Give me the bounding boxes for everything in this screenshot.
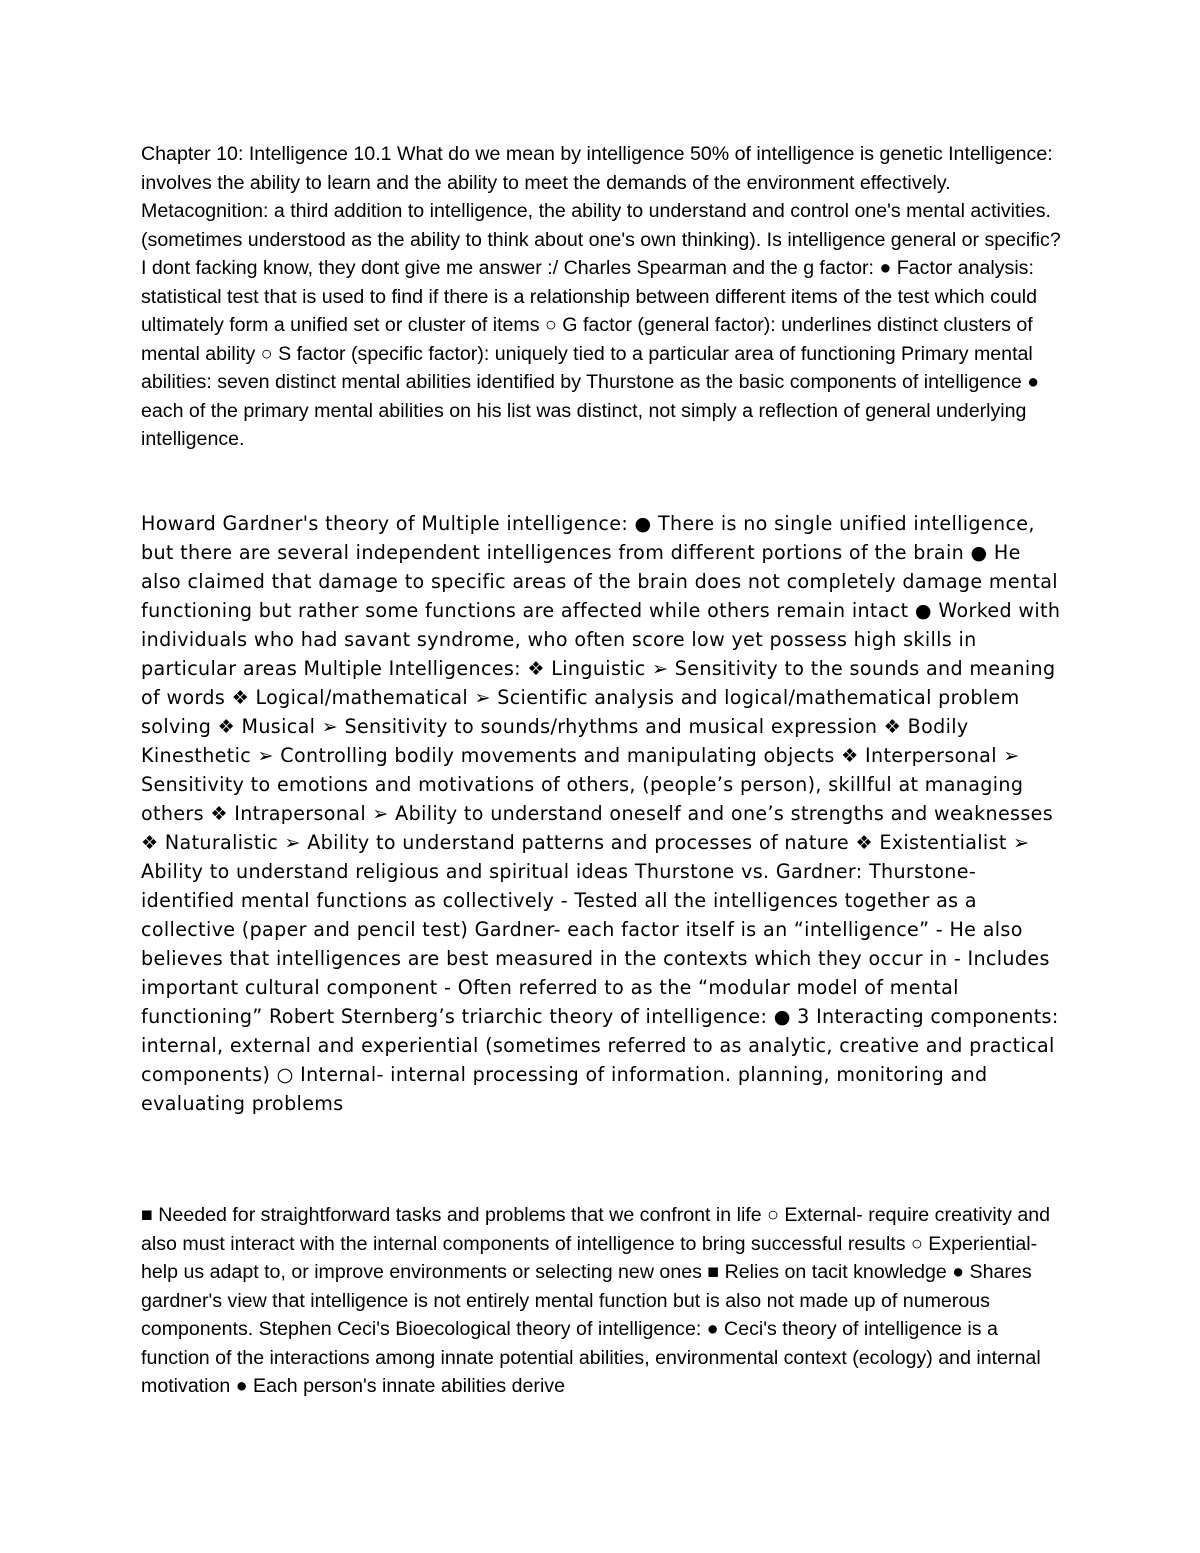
paragraph-ceci: ■ Needed for straightforward tasks and problems that we confront in life ○ External- require creativity and also must interact with the internal components of intelligence to bring successful results ○ Experiential- help us adapt to, or improve environments or selecting new ones ■ Relies on tacit knowledge ● Shares gardner's view that intelligence is not entirely mental function but is also not made up of numerous components. Stephen Ceci's Bioecological theory of intelligence: ● Ceci's theory of intelligence is a function of the interactions among innate potential abilities, environmental context (ecology) and internal motivation ● Each person's innate abilities derive: [141, 1204, 1051, 1397]
paragraph-gardner: Howard Gardner's theory of Multiple intelligence: ● There is no single unified intelligence, but there are several independent intelligences from different portions of the brain ● He also claimed that damage to specific areas of the brain does not completely damage mental functioning but rather some functions are affected while others remain intact ● Worked with individuals who had savant syndrome, who often score low yet possess high skills in particular areas Multiple Intelligences: ❖ Linguistic ➢ Sensitivity to the sounds and meaning of words ❖ Logical/mathematical ➢ Scientific analysis and logical/mathematical problem solving ❖ Musical ➢ Sensitivity to sounds/rhythms and musical expression ❖ Bodily Kinesthetic ➢ Controlling bodily movements and manipulating objects ❖ Interpersonal ➢ Sensitivity to emotions and motivations of others, (people’s person), skillful at managing others ❖ Intrapersonal ➢ Ability to understand oneself and one’s strengths and weaknesses ❖ Naturalistic ➢ Ability to understand patterns and processes of nature ❖ Existentialist ➢ Ability to understand religious and spiritual ideas Thurstone vs. Gardner: Thurstone- identified mental functions as collectively - Tested all the intelligences together as a collective (paper and pencil test) Gardner- each factor itself is an “intelligence” - He also believes that intelligences are best measured in the contexts which they occur in - Includes important cultural component - Often referred to as the “modular model of mental functioning” Robert Sternberg’s triarchic theory of intelligence: ● 3 Interacting components: internal, external and experiential (sometimes referred to as analytic, creative and practical components) ○ Internal- internal processing of information. planning, monitoring and evaluating problems: [141, 512, 1061, 1115]
paragraph-intro: Chapter 10: Intelligence 10.1 What do we mean by intelligence 50% of intelligence is genetic Intelligence: involves the ability to learn and the ability to meet the demands of the environment effectively. Metacognition: a third addition to intelligence, the ability to understand and control one's mental activities. (sometimes understood as the ability to think about one's own thinking). Is intelligence general or specific? I dont facking know, they dont give me answer :/ Charles Spearman and the g factor: ● Factor analysis: statistical test that is used to find if there is a relationship between different items of the test which could ultimately form a unified set or cluster of items ○ G factor (general factor): underlines distinct clusters of mental ability ○ S factor (specific factor): uniquely tied to a particular area of functioning Primary mental abilities: seven distinct mental abilities identified by Thurstone as the basic components of intelligence ● each of the primary mental abilities on his list was distinct, not simply a reflection of general underlying intelligence.: [141, 143, 1061, 450]
